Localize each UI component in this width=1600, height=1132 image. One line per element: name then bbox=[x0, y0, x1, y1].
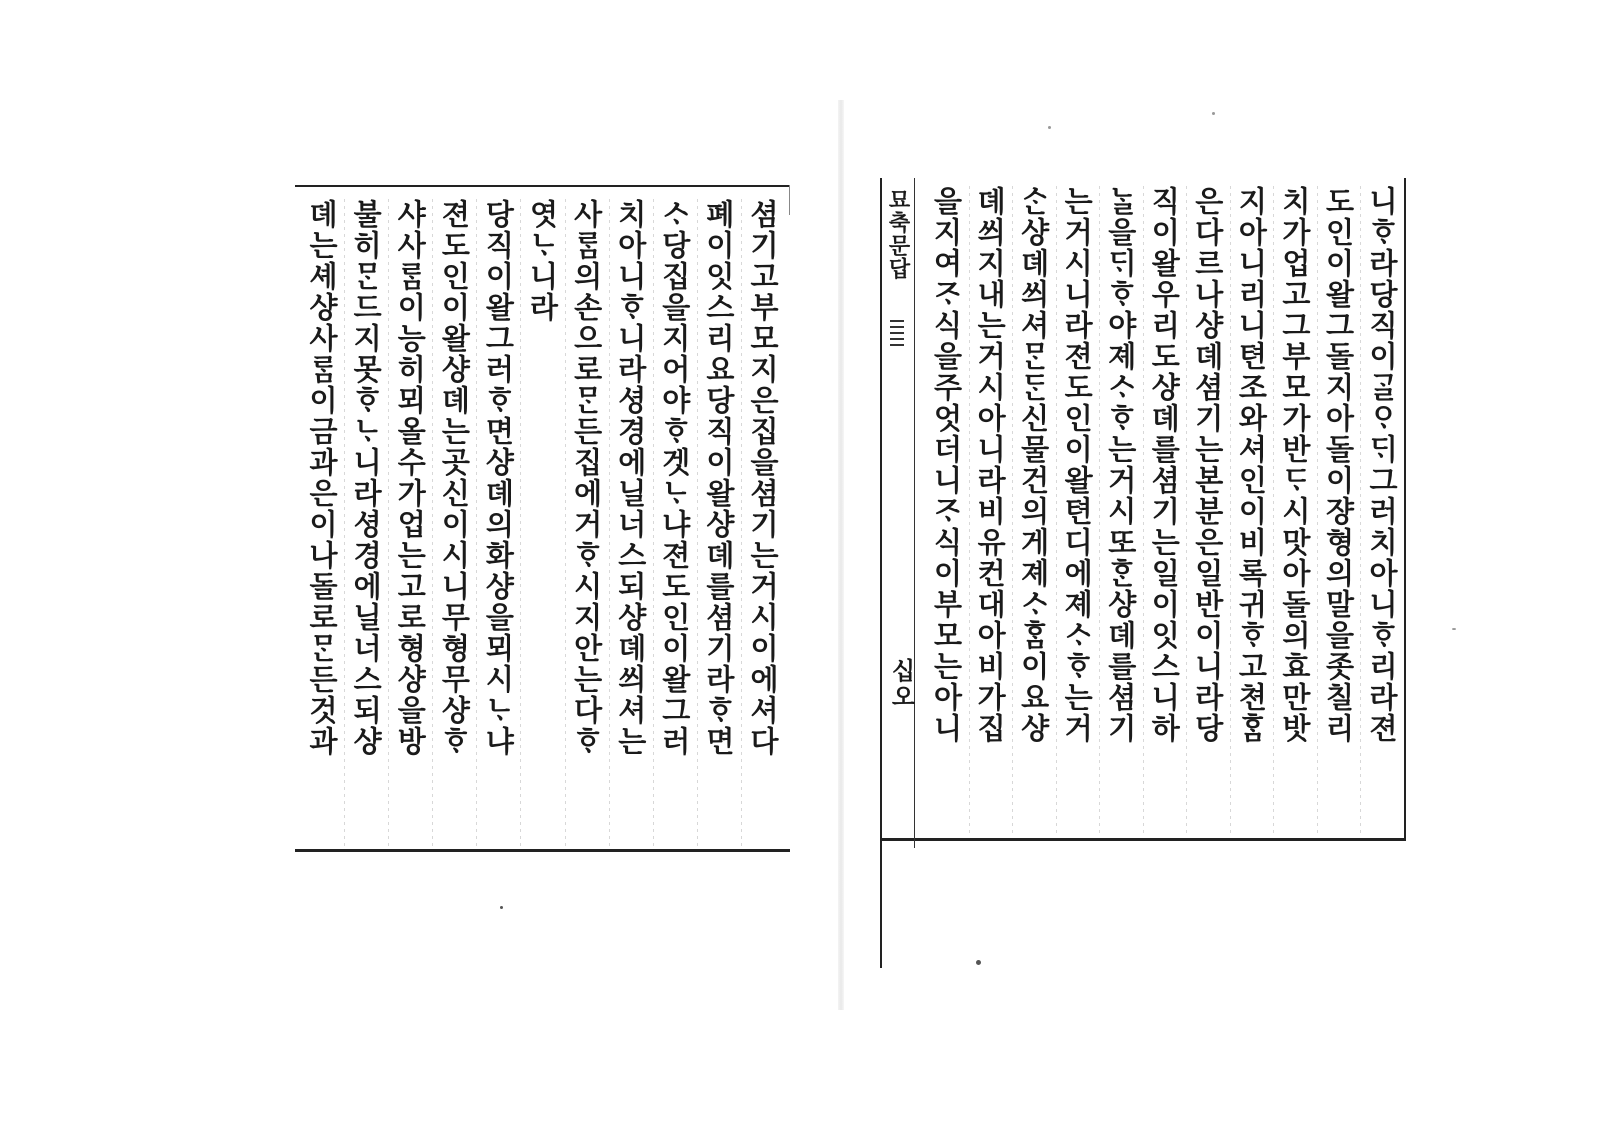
scan-speck bbox=[1048, 126, 1051, 129]
scan-speck bbox=[1452, 628, 1456, 630]
column-divider bbox=[1230, 186, 1231, 836]
column-divider bbox=[565, 199, 566, 849]
column-divider bbox=[609, 199, 610, 849]
text-column: 샤사ᄅᆞᆷ이능히뫼올수가업는고로형샹을방 bbox=[393, 199, 428, 757]
right-page-bottom-rule bbox=[882, 838, 1406, 841]
text-column: 폐이잇스리요당직이왈샹뎨를셤기라ᄒᆞ면 bbox=[701, 199, 736, 757]
text-column: 엿ᄂᆞ니라 bbox=[525, 199, 560, 323]
column-divider bbox=[1143, 186, 1144, 836]
text-column: 는거시니라젼도인이왈텬디에졔ᄉᆞᄒᆞ는거 bbox=[1060, 186, 1095, 744]
right-page-text bbox=[926, 186, 1404, 836]
column-divider bbox=[697, 199, 698, 849]
text-column: 뎨는셰샹사ᄅᆞᆷ이금과은이나돌로ᄆᆞᆫ든것과 bbox=[305, 199, 340, 757]
text-column: 불히ᄆᆞᆫ드지못ᄒᆞᄂᆞ니라셩경에닐너스되샹 bbox=[349, 199, 384, 757]
column-divider bbox=[432, 199, 433, 849]
column-divider bbox=[1056, 186, 1057, 836]
column-divider bbox=[1273, 186, 1274, 836]
left-page-bottom-rule bbox=[295, 849, 790, 852]
column-divider bbox=[520, 199, 521, 849]
text-column: 당직이왈그러ᄒᆞ면샹뎨의화샹을뫼시ᄂᆞ냐 bbox=[481, 199, 516, 757]
column-divider bbox=[969, 186, 970, 836]
text-column: ᄉᆞᆫ샹뎨씌셔ᄆᆞᆫᄃᆞᆫ신물건의게졔ᄉᆞᄒᆞᆷ이요샹 bbox=[1016, 186, 1051, 744]
column-divider bbox=[653, 199, 654, 849]
text-column: 뎨씌지내는거시아니라비유컨대아비가집 bbox=[973, 186, 1008, 744]
text-column: 치가업고그부모가반ᄃᆞ시맛아돌의효만밧 bbox=[1277, 186, 1312, 744]
right-page-right-rule bbox=[1404, 178, 1406, 838]
right-page bbox=[882, 178, 1410, 978]
text-column: 직이왈우리도샹뎨를셤기는일이잇스니하 bbox=[1147, 186, 1182, 744]
text-column: ᄉᆞ당집을지어야ᄒᆞ겟ᄂᆞ냐젼도인이왈그러 bbox=[657, 199, 692, 757]
text-column: 지아니리니텬조와셔인이비록귀ᄒᆞ고쳔ᄒᆞᆷ bbox=[1234, 186, 1269, 744]
running-head bbox=[882, 178, 915, 848]
column-divider bbox=[476, 199, 477, 849]
book-gutter bbox=[838, 100, 844, 1010]
left-page bbox=[295, 185, 790, 875]
page-number: 십오 bbox=[887, 658, 916, 710]
text-column: 치아니ᄒᆞ니라셩경에닐너스되샹뎨씌셔는 bbox=[613, 199, 648, 757]
scan-speck bbox=[976, 960, 981, 965]
column-divider bbox=[1099, 186, 1100, 836]
text-column: 은다르나샹뎨셤기는본분은일반이니라당 bbox=[1190, 186, 1225, 744]
text-column: 도인이왈그돌지아돌이쟝형의말을좃칠리 bbox=[1321, 186, 1356, 744]
scan-speck bbox=[1212, 112, 1215, 115]
column-divider bbox=[1012, 186, 1013, 836]
left-page-top-rule bbox=[295, 185, 790, 187]
text-column: 니ᄒᆞ라당직이ᄀᆞᆯᄋᆞᄃᆡ그러치아니ᄒᆞ리라젼 bbox=[1365, 186, 1399, 744]
text-column: 젼도인이왈샹뎨는곳신이시니무형무샹ᄒᆞ bbox=[437, 199, 472, 757]
running-title: 묘축문답 bbox=[885, 188, 911, 280]
column-divider bbox=[741, 199, 742, 849]
scan-speck bbox=[500, 906, 503, 909]
text-column: 사ᄅᆞᆷ의손으로ᄆᆞᆫ든집에거ᄒᆞ시지안는다ᄒᆞ bbox=[569, 199, 604, 757]
column-divider bbox=[1186, 186, 1187, 836]
column-divider bbox=[388, 199, 389, 849]
column-divider bbox=[1360, 186, 1361, 836]
left-page-text bbox=[301, 199, 785, 849]
text-column: 셤기고부모지은집을셤기는거시이에셔다 bbox=[746, 199, 780, 757]
fish-tail-ornament-icon bbox=[888, 318, 906, 354]
text-column: 을지여ᄌᆞ식을주엇더니ᄌᆞ식이부모는아니 bbox=[929, 186, 964, 744]
column-divider bbox=[344, 199, 345, 849]
text-column: ᄂᆞᆯ을ᄃᆡᄒᆞ야졔ᄉᆞᄒᆞ는거시또ᄒᆞᆫ샹뎨를셤기 bbox=[1103, 186, 1138, 744]
left-page-right-rule bbox=[789, 185, 790, 215]
column-divider bbox=[1317, 186, 1318, 836]
